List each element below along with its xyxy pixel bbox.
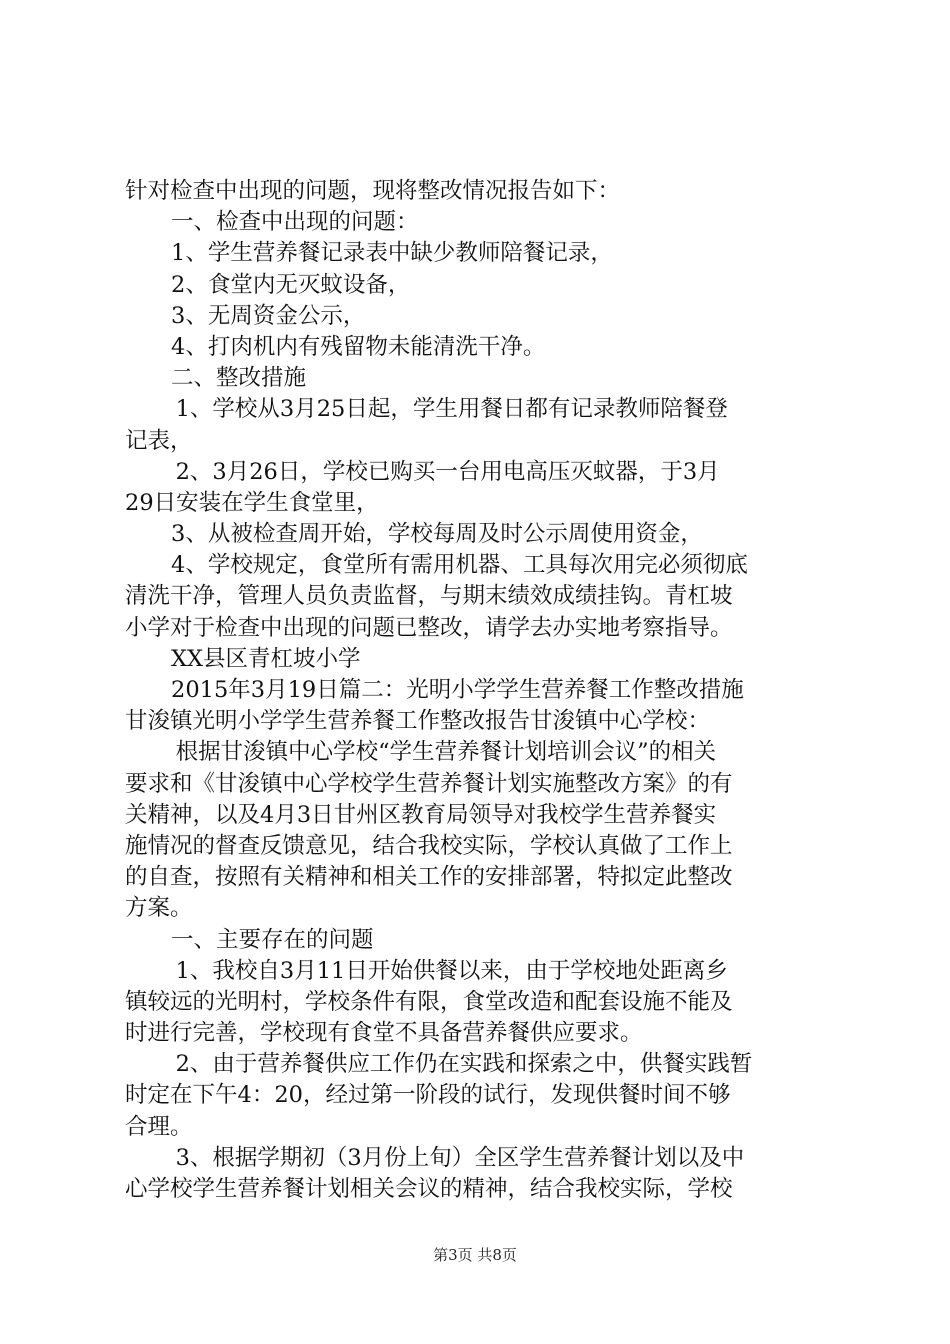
text-line: 时进行完善，学校现有食堂不具备营养餐供应要求。	[125, 1020, 643, 1047]
text-line: 2、由于营养餐供应工作仍在实践和探索之中，供餐实践暂	[175, 1051, 753, 1078]
document-body	[125, 176, 830, 1205]
text-line: 2、3月26日，学校已购买一台用电高压灭蚊器，于3月	[175, 458, 720, 485]
text-line: 记表，	[125, 427, 193, 454]
text-line: 3、从被检查周开始，学校每周及时公示周使用资金，	[171, 521, 703, 548]
text-line: 的自查，按照有关精神和相关工作的安排部署，特拟定此整改	[125, 864, 733, 891]
text-line: 针对检查中出现的问题，现将整改情况报告如下：	[125, 178, 621, 204]
text-line: 清洗干净，管理人员负责监督，与期末绩效成绩挂钩。青杠坡	[125, 583, 733, 610]
text-line: 施情况的督查反馈意见，结合我校实际，学校认真做了工作上	[125, 832, 733, 859]
text-line: 一、主要存在的问题	[171, 926, 374, 953]
text-line: 1、我校自3月11日开始供餐以来，由于学校地处距离乡	[175, 957, 728, 984]
text-line: 一、检查中出现的问题：	[171, 209, 419, 236]
text-line: 3、根据学期初（3月份上旬）全区学生营养餐计划以及中	[175, 1144, 745, 1171]
text-line: 合理。	[125, 1113, 193, 1140]
text-line: 心学校学生营养餐计划相关会议的精神，结合我校实际，学校	[125, 1176, 733, 1202]
text-line: 小学对于检查中出现的问题已整改，请学去办实地考察指导。	[125, 614, 733, 641]
text-line: 4、打肉机内有残留物未能清洗干净。	[171, 333, 546, 360]
text-line: XX县区青杠坡小学	[171, 645, 361, 672]
text-line: 29日安装在学生食堂里，	[125, 489, 379, 516]
text-line: 2015年3月19日篇二：光明小学学生营养餐工作整改措施	[171, 677, 744, 703]
text-line: 时定在下午4：20，经过第一阶段的试行，发现供餐时间不够	[125, 1082, 731, 1109]
text-line: 关精神，以及4月3日甘州区教育局领导对我校学生营养餐实	[125, 801, 717, 828]
text-line: 3、无周资金公示，	[171, 302, 366, 329]
text-line: 要求和《甘浚镇中心学校学生营养餐计划实施整改方案》的有	[125, 770, 733, 797]
text-line: 1、学校从3月25日起，学生用餐日都有记录教师陪餐登	[175, 396, 728, 423]
text-line: 甘浚镇光明小学学生营养餐工作整改报告甘浚镇中心学校：	[125, 708, 711, 735]
text-line: 根据甘浚镇中心学校“学生营养餐计划培训会议”的相关	[175, 739, 717, 766]
text-line: 镇较远的光明村，学校条件有限，食堂改造和配套设施不能及	[125, 988, 733, 1015]
text-line: 方案。	[125, 895, 193, 922]
text-line: 1、学生营养餐记录表中缺少教师陪餐记录，	[171, 240, 613, 267]
text-line: 4、学校规定，食堂所有需用机器、工具每次用完必须彻底	[171, 552, 748, 579]
page-footer: 第3页 共8页	[433, 1246, 517, 1264]
text-line: 二、整改措施	[171, 365, 307, 392]
text-line: 2、食堂内无灭蚊设备，	[171, 271, 411, 298]
